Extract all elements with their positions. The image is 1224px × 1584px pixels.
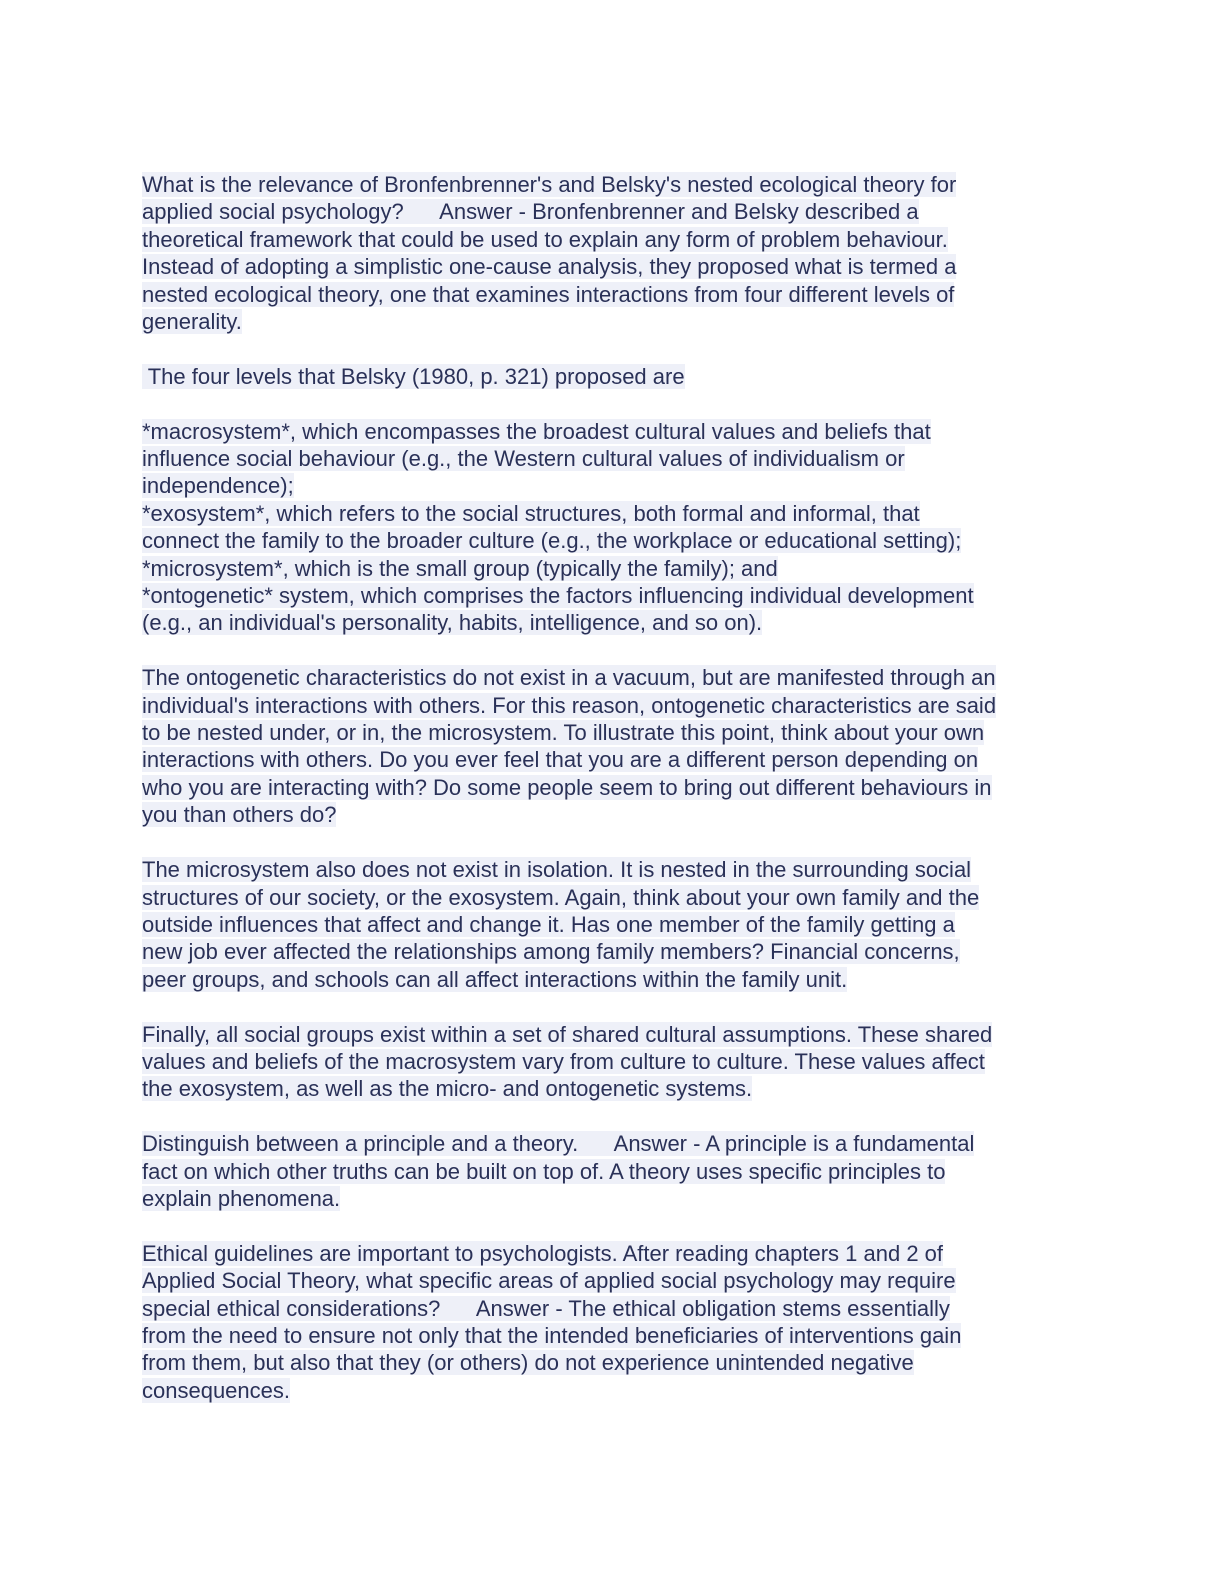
text-line: connect the family to the broader culture (e.g., the workplace or educational setting); — [142, 528, 962, 554]
text-line: from the need to ensure not only that the intended beneficiaries of interventions gain — [142, 1322, 962, 1348]
paragraph-ontogenetic — [142, 664, 1077, 828]
text-line: The four levels that Belsky (1980, p. 321) proposed are — [142, 363, 685, 389]
text-line: Instead of adopting a simplistic one-cause analysis, they proposed what is termed a — [142, 254, 957, 280]
text-line: generality. — [142, 309, 242, 335]
text-line: new job ever affected the relationships among family members? Financial concerns, — [142, 939, 960, 965]
paragraph-ethical-guidelines — [142, 1240, 1077, 1404]
text-line: Ethical guidelines are important to psychologists. After reading chapters 1 and 2 of — [142, 1240, 944, 1266]
text-line: influence social behaviour (e.g., the Western cultural values of individualism or — [142, 446, 905, 472]
text-line: special ethical considerations? Answer - The ethical obligation stems essentially — [142, 1295, 950, 1321]
text-line: applied social psychology? Answer - Bronfenbrenner and Belsky described a — [142, 199, 919, 225]
text-line: *exosystem*, which refers to the social structures, both formal and informal, that — [142, 500, 920, 526]
text-line: values and beliefs of the macrosystem vary from culture to culture. These values affect — [142, 1048, 985, 1074]
paragraph-principle-theory — [142, 1130, 1077, 1212]
text-line: you than others do? — [142, 802, 337, 828]
text-line: from them, but also that they (or others) do not experience unintended negative — [142, 1350, 914, 1376]
text-line: (e.g., an individual's personality, habits, intelligence, and so on). — [142, 610, 763, 636]
document-page — [142, 171, 1077, 1432]
text-line: consequences. — [142, 1377, 290, 1403]
text-line: Applied Social Theory, what specific areas of applied social psychology may require — [142, 1268, 956, 1294]
text-line: interactions with others. Do you ever feel that you are a different person depending on — [142, 747, 979, 773]
paragraph-macrosystem — [142, 1021, 1077, 1103]
text-line: *microsystem*, which is the small group (typically the family); and — [142, 555, 778, 581]
text-line: independence); — [142, 473, 294, 499]
paragraph-microsystem — [142, 856, 1077, 993]
text-line: fact on which other truths can be built on top of. A theory uses specific principles to — [142, 1158, 946, 1184]
text-line: individual's interactions with others. For this reason, ontogenetic characteristics are said — [142, 692, 997, 718]
text-line: Distinguish between a principle and a theory. Answer - A principle is a fundamental — [142, 1131, 975, 1157]
text-line: who you are interacting with? Do some people seem to bring out different behaviours in — [142, 774, 992, 800]
text-line: structures of our society, or the exosystem. Again, think about your own family and the — [142, 884, 980, 910]
text-line: What is the relevance of Bronfenbrenner's and Belsky's nested ecological theory for — [142, 172, 957, 197]
text-line: *ontogenetic* system, which comprises the factors influencing individual development — [142, 583, 974, 609]
text-line: peer groups, and schools can all affect interactions within the family unit. — [142, 966, 848, 992]
text-line: The microsystem also does not exist in isolation. It is nested in the surrounding social — [142, 857, 972, 883]
text-line: The ontogenetic characteristics do not exist in a vacuum, but are manifested through an — [142, 665, 996, 691]
text-line: nested ecological theory, one that examines interactions from four different levels of — [142, 281, 955, 307]
paragraph-four-levels-intro — [142, 363, 1077, 390]
text-line: outside influences that affect and change it. Has one member of the family getting a — [142, 911, 955, 937]
text-line: explain phenomena. — [142, 1185, 341, 1211]
text-line: theoretical framework that could be used to explain any form of problem behaviour. — [142, 226, 948, 252]
text-line: to be nested under, or in, the microsystem. To illustrate this point, think about your own — [142, 720, 985, 746]
text-line: Finally, all social groups exist within a set of shared cultural assumptions. These shared — [142, 1021, 993, 1047]
paragraph-bronfenbrenner-question — [142, 171, 1077, 335]
text-line: *macrosystem*, which encompasses the broadest cultural values and beliefs that — [142, 418, 931, 444]
paragraph-system-list — [142, 418, 1077, 637]
text-line: the exosystem, as well as the micro- and ontogenetic systems. — [142, 1076, 753, 1102]
